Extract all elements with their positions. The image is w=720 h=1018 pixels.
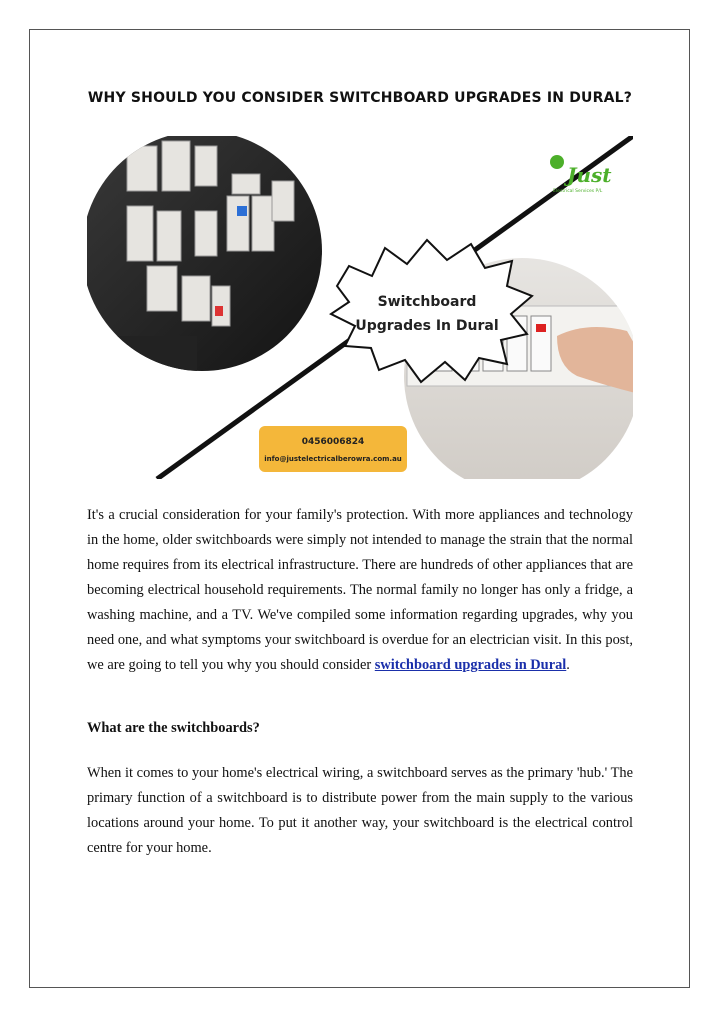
logo-text: Just: [567, 163, 612, 187]
contact-phone: 0456006824: [301, 437, 365, 447]
logo-subtext: Electrical Services P/L: [553, 189, 603, 194]
document-title: WHY SHOULD YOU CONSIDER SWITCHBOARD UPGRADES IN DURAL?: [87, 90, 633, 106]
intro-trailing: .: [566, 657, 570, 673]
switchboard-photo-left: [87, 136, 337, 386]
contact-email: info@justelectricalberowra.com.au: [264, 455, 402, 463]
contact-box: [259, 426, 407, 472]
section-paragraph: When it comes to your home's electrical wiring, a switchboard serves as the primary 'hub.' The primary function of a switchboard is to distribute power from the main supply to the various locations around your home. To put it another way, your switchboard is the electrical control centre for your home.: [87, 765, 633, 856]
company-logo: [550, 155, 612, 194]
badge-line-2: Upgrades In Dural: [355, 318, 499, 334]
section-heading: What are the switchboards?: [87, 720, 260, 736]
hero-image: [87, 136, 633, 479]
intro-paragraph: [87, 503, 633, 678]
intro-text: It's a crucial consideration for your family's protection. With more appliances and technology in the home, older switchboards were simply not intended to manage the strain that the normal home requires from its electrical infrastructure. There are hundreds of other appliances that are becoming electrical household requirements. The normal family no longer has only a fridge, a washing machine, and a TV. We've compiled some information regarding upgrades, why you need one, and what symptoms your switchboard is overdue for an electrician visit. In this post, we are going to tell you why you should consider: [87, 507, 633, 673]
badge-line-1: Switchboard: [377, 294, 477, 310]
switchboard-upgrades-link[interactable]: switchboard upgrades in Dural: [374, 657, 567, 673]
